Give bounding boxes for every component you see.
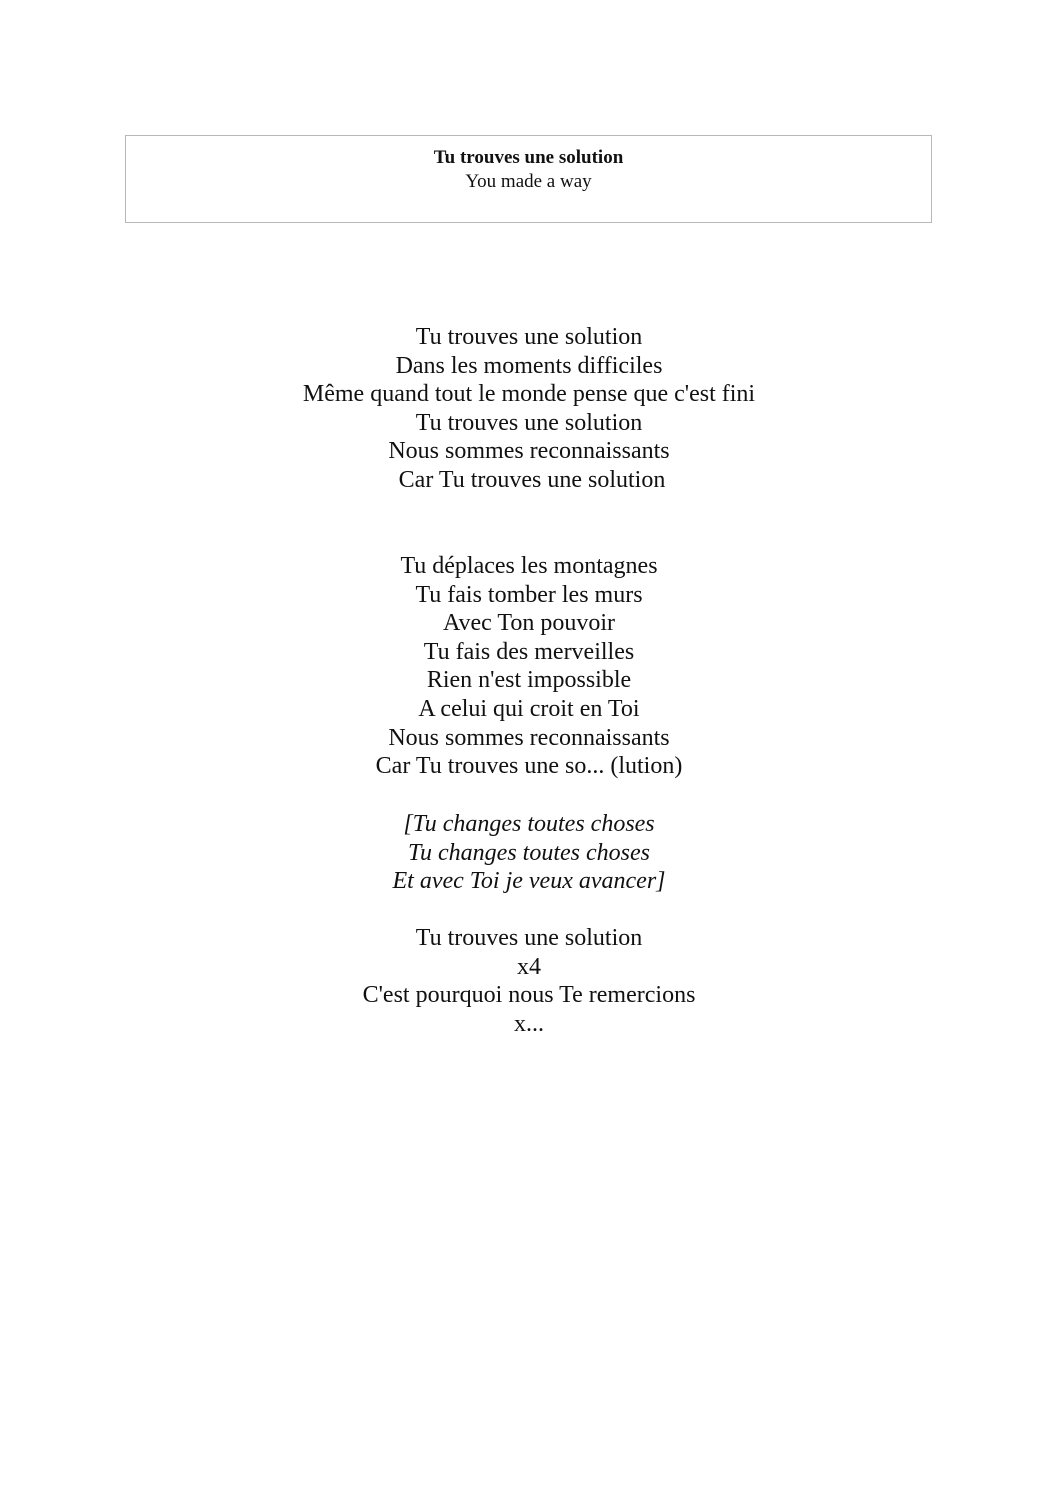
lyric-line: A celui qui croit en Toi xyxy=(418,695,640,722)
lyric-line: Rien n'est impossible xyxy=(426,667,632,694)
lyric-line: Tu trouves une solution xyxy=(415,324,643,350)
lyric-line: Tu déplaces les montagnes xyxy=(400,553,658,579)
lyric-line: Et avec Toi je veux avancer] xyxy=(392,868,666,895)
lyric-line: Tu trouves une solution xyxy=(415,925,643,951)
lyric-line: [Tu changes toutes choses xyxy=(403,811,655,837)
stanza-3-bridge xyxy=(0,810,1058,896)
song-title: Tu trouves une solution xyxy=(433,147,624,168)
lyric-line: Même quand tout le monde pense que c'est fini xyxy=(302,381,756,408)
lyric-line: C'est pourquoi nous Te remercions xyxy=(362,982,696,1009)
stanza-2 xyxy=(0,552,1058,781)
lyric-line: Dans les moments difficiles xyxy=(395,352,663,379)
stanza-1 xyxy=(0,323,1058,495)
lyric-line: Nous sommes reconnaissants xyxy=(388,724,670,751)
title-box xyxy=(125,135,932,223)
stanza-4 xyxy=(0,924,1058,1038)
song-subtitle: You made a way xyxy=(465,171,592,192)
lyric-line: x4 xyxy=(517,953,541,980)
lyric-line: Tu fais des merveilles xyxy=(423,638,635,665)
lyric-line: Car Tu trouves une so... (lution) xyxy=(375,753,683,780)
lyric-line: Nous sommes reconnaissants xyxy=(388,438,670,465)
lyric-line: Avec Ton pouvoir xyxy=(442,610,616,637)
lyric-line: Car Tu trouves une solution xyxy=(392,466,666,493)
lyric-line: Tu trouves une solution xyxy=(415,409,643,436)
lyric-line: Tu fais tomber les murs xyxy=(415,581,643,608)
lyric-line: x... xyxy=(514,1010,544,1037)
lyric-line: Tu changes toutes choses xyxy=(408,839,650,866)
